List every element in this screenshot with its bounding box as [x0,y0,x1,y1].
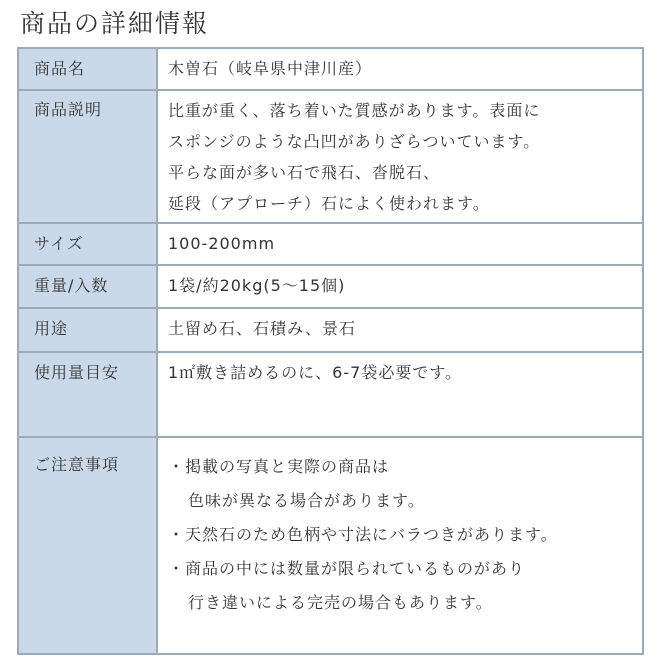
notes-line: ・商品の中には数量が限られているものがあり [168,559,526,578]
description-label-cell [18,90,157,223]
product-details-table [17,47,644,655]
notes-line: ・掲載の写真と実際の商品は [168,457,390,476]
description-line: スポンジのような凸凹がありざらついています。 [168,132,541,151]
description-line: 比重が重く、落ち着いた質感があります。表面に [168,101,541,120]
table-row-amount [18,352,643,437]
description-label: 商品説明 [34,100,103,119]
table-row-product-name [18,48,643,90]
weight-label: 重量/入数 [34,276,109,295]
product-name-label-cell [18,48,157,90]
notes-label-cell [18,437,157,654]
notes-label: ご注意事項 [34,455,120,474]
weight-value: 1袋/約20kg(5～15個) [168,276,346,295]
table-row-usage [18,308,643,352]
table-row-description [18,90,643,223]
weight-value-cell [157,265,643,308]
size-label: サイズ [34,234,84,253]
usage-value-cell [157,308,643,352]
notes-line: 色味が異なる場合があります。 [188,491,425,510]
product-name-label: 商品名 [34,59,86,78]
table-row-weight [18,265,643,308]
size-value: 100-200mm [168,234,276,253]
product-name-value-cell [157,48,643,90]
notes-text [158,438,642,620]
size-value-cell [157,223,643,265]
usage-label-cell [18,308,157,352]
description-line: 平らな面が多い石で飛石、沓脱石、 [168,163,441,182]
product-name-value: 木曽石（岐阜県中津川産） [168,59,373,78]
description-line: 延段（アプローチ）石によく使われます。 [168,194,490,213]
size-label-cell [18,223,157,265]
table-row-notes [18,437,643,654]
notes-line: ・天然石のため色柄や寸法にバラつきがあります。 [168,525,558,544]
usage-value: 土留め石、石積み、景石 [168,319,356,338]
table-row-size [18,223,643,265]
page-title: 商品の詳細情報 [20,9,210,38]
description-value-cell [157,90,643,223]
notes-line: 行き違いによる完売の場合もあります。 [188,593,493,612]
amount-value-cell [157,352,643,437]
notes-value-cell [157,437,643,654]
amount-value: 1㎡敷き詰めるのに、6-7袋必要です。 [168,363,463,382]
usage-label: 用途 [34,319,69,338]
weight-label-cell [18,265,157,308]
amount-label-cell [18,352,157,437]
description-text [158,91,642,219]
amount-label: 使用量目安 [34,363,120,382]
